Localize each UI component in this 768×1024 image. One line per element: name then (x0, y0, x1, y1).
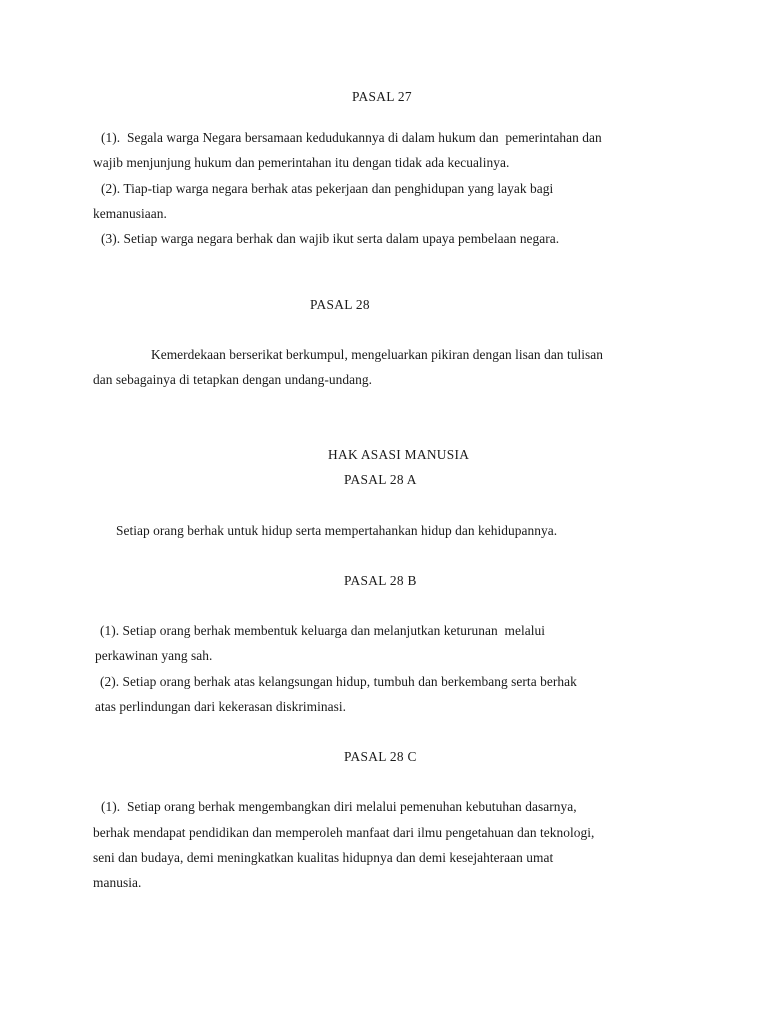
pasal-28c-paragraph-1-line-4: manusia. (93, 875, 142, 890)
pasal-28b-paragraph-2-line-1: (2). Setiap orang berhak atas kelangsungan hidup, tumbuh dan berkembang serta berhak (100, 674, 577, 689)
pasal-27-paragraph-2-line-2: kemanusiaan. (93, 206, 167, 221)
pasal-28-paragraph-1-line-1: Kemerdekaan berserikat berkumpul, mengeluarkan pikiran dengan lisan dan tulisan (151, 347, 604, 362)
pasal-28b-paragraph-1-line-2: perkawinan yang sah. (95, 648, 213, 663)
pasal-27-paragraph-1-line-1: (1). Segala warga Negara bersamaan kedudukannya di dalam hukum dan pemerintahan dan (101, 130, 602, 145)
chapter-title-hak-asasi-manusia: HAK ASASI MANUSIA (328, 447, 470, 462)
section-title-pasal-28a: PASAL 28 A (344, 472, 417, 487)
section-title-pasal-28c: PASAL 28 C (344, 749, 417, 764)
pasal-27-paragraph-1-line-2: wajib menjunjung hukum dan pemerintahan itu dengan tidak ada kecualinya. (93, 155, 510, 170)
pasal-28c-paragraph-1-line-2: berhak mendapat pendidikan dan memperoleh manfaat dari ilmu pengetahuan dan teknologi, (93, 825, 595, 840)
pasal-28-paragraph-1-line-2: dan sebagainya di tetapkan dengan undang-undang. (93, 372, 373, 387)
section-title-pasal-27: PASAL 27 (352, 89, 412, 104)
pasal-28b-paragraph-1-line-1: (1). Setiap orang berhak membentuk keluarga dan melanjutkan keturunan melalui (100, 623, 546, 638)
pasal-28a-paragraph-1-line-1: Setiap orang berhak untuk hidup serta mempertahankan hidup dan kehidupannya. (116, 523, 558, 538)
pasal-28c-paragraph-1-line-1: (1). Setiap orang berhak mengembangkan diri melalui pemenuhan kebutuhan dasarnya, (101, 799, 577, 814)
section-title-pasal-28: PASAL 28 (310, 297, 370, 312)
section-title-pasal-28b: PASAL 28 B (344, 573, 417, 588)
pasal-28b-paragraph-2-line-2: atas perlindungan dari kekerasan diskriminasi. (95, 699, 347, 714)
pasal-27-paragraph-2-line-1: (2). Tiap-tiap warga negara berhak atas pekerjaan dan penghidupan yang layak bagi (101, 181, 554, 196)
pasal-27-paragraph-3-line-1: (3). Setiap warga negara berhak dan wajib ikut serta dalam upaya pembelaan negara. (101, 231, 560, 246)
pasal-28c-paragraph-1-line-3: seni dan budaya, demi meningkatkan kualitas hidupnya dan demi kesejahteraan umat (93, 850, 554, 865)
